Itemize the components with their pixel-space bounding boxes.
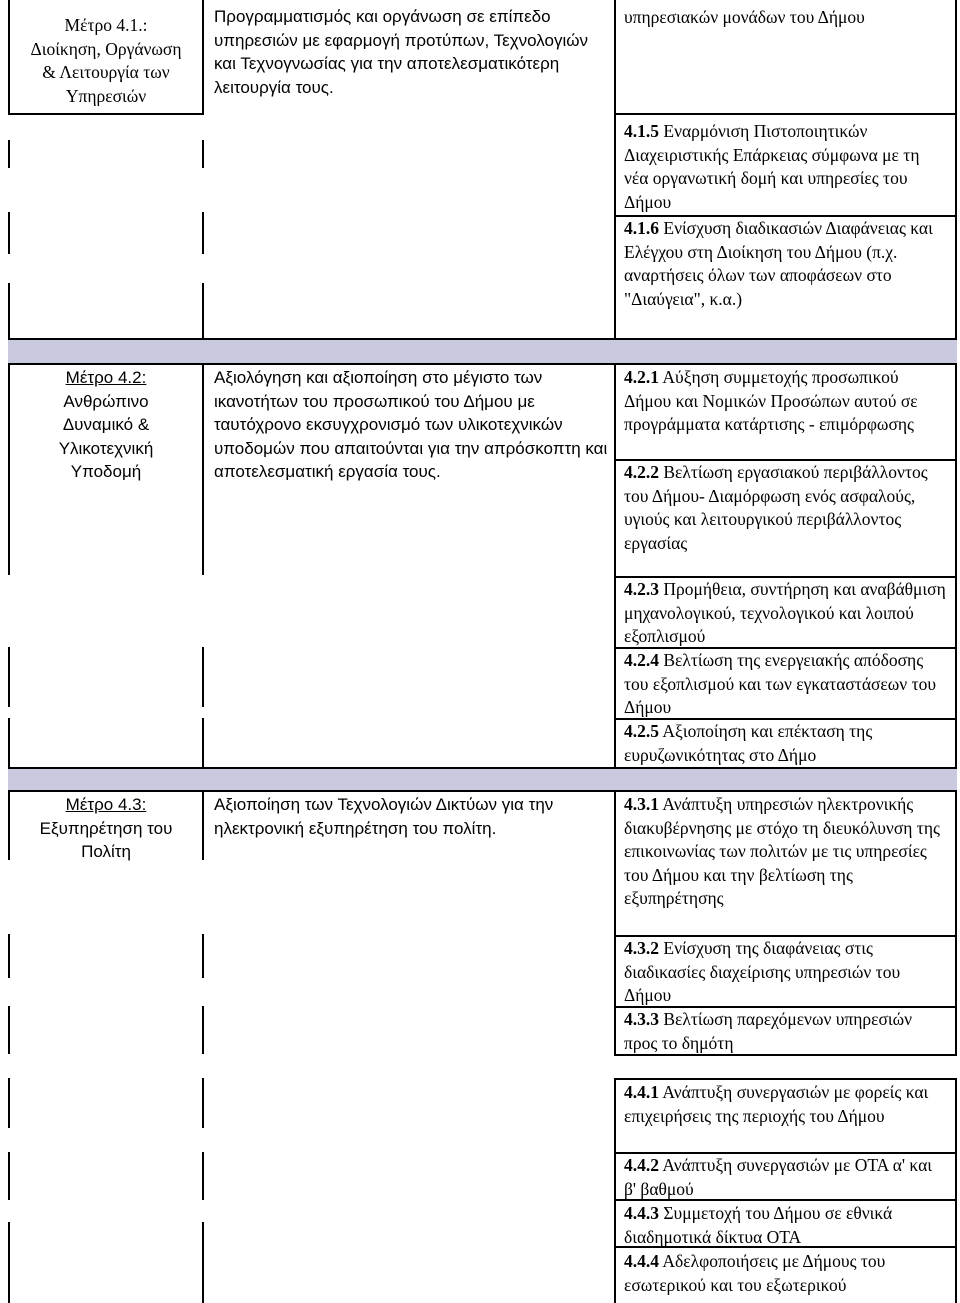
border — [8, 283, 10, 338]
action-continuation: υπηρεσιακών μονάδων του Δήμου — [624, 7, 865, 27]
action-item — [624, 1008, 946, 1055]
border — [8, 0, 10, 115]
border — [202, 140, 204, 168]
action-text: Αύξηση συμμετοχής προσωπικού Δήμου και Νομικών Προσώπων αυτού σε προγράμματα κατάρτισης - επιμόρφωσης — [624, 367, 918, 435]
measure-title — [12, 14, 200, 108]
border — [202, 934, 204, 978]
measure-title — [12, 366, 200, 484]
border — [202, 283, 204, 338]
border — [8, 113, 204, 115]
border — [955, 1078, 957, 1303]
action-text: Βελτίωση της ενεργειακής απόδοσης του εξοπλισμού και των εγκαταστάσεων του Δήμου — [624, 650, 937, 718]
border — [8, 718, 10, 767]
action-code: 4.2.4 — [624, 650, 659, 670]
border — [614, 1078, 957, 1080]
measure-title-line: Ανθρώπινο — [63, 391, 149, 411]
border — [614, 113, 957, 115]
action-code: 4.2.5 — [624, 721, 659, 741]
border — [614, 792, 616, 1054]
action-code: 4.1.6 — [624, 218, 659, 238]
action-code: 4.2.1 — [624, 367, 659, 387]
section-band — [8, 767, 957, 792]
border — [955, 792, 957, 1054]
action-item — [624, 649, 946, 720]
action-item — [624, 1250, 946, 1297]
measure-description: Αξιοποίηση των Τεχνολογιών Δικτύων για την ηλεκτρονική εξυπηρέτηση του πολίτη. — [214, 795, 554, 838]
action-item — [624, 937, 946, 1008]
action-text: Αξιοποίηση και επέκταση της ευρυζωνικότητας στο Δήμο — [624, 721, 873, 765]
measure-title-prefix: Μέτρο 4.2: — [65, 368, 147, 387]
border — [955, 365, 957, 767]
action-text: Εναρμόνιση Πιστοποιητικών Διαχειριστικής Επάρκειας σύμφωνα με τη νέα οργανωτική δομή και υπηρεσίες του Δήμου — [624, 121, 920, 212]
action-item — [624, 720, 946, 767]
measure-title — [12, 793, 200, 864]
action-text: Ενίσχυση της διαφάνειας στις διαδικασίες διαχείρισης υπηρεσιών του Δήμου — [624, 938, 901, 1006]
action-item — [624, 461, 946, 555]
action-item — [624, 366, 946, 437]
measure-description: Προγραμματισμός και οργάνωση σε επίπεδο υπηρεσιών με εφαρμογή προτύπων, Τεχνολογιών και Τεχνογνωσίας για την αποτελεσματικότερη λειτουργία τους. — [214, 7, 589, 97]
action-text: Αδελφοποιήσεις με Δήμους του εσωτερικού και του εξωτερικού — [624, 1251, 886, 1295]
border — [8, 1006, 10, 1054]
border — [202, 1078, 204, 1128]
action-code: 4.3.3 — [624, 1009, 659, 1029]
measure-description: Αξιολόγηση και αξιοποίηση στο μέγιστο των ικανοτήτων του προσωπικού του Δήμου με ταυτόχρονο εκσυγχρονισμό των υλικοτεχνικών υποδομών που απαιτούνται για την απρόσκοπτη και αποτελεσματική εργασία τους. — [214, 368, 608, 482]
action-text: Συμμετοχή του Δήμου σε εθνικά διαδημοτικά δίκτυα ΟΤΑ — [624, 1203, 893, 1247]
action-code: 4.3.1 — [624, 794, 659, 814]
measure-title-line: Πολίτη — [81, 842, 131, 862]
action-text: Ενίσχυση διαδικασιών Διαφάνειας και Ελέγχου στη Διοίκηση του Δήμου (π.χ. αναρτήσεις όλων των αποφάσεων στο "Διαύγεια", κ.α.) — [624, 218, 933, 309]
border — [202, 792, 204, 860]
action-item — [624, 578, 946, 649]
border — [8, 212, 10, 254]
measure-title-line: Υπηρεσιών — [65, 85, 147, 106]
action-code: 4.2.3 — [624, 579, 659, 599]
border — [614, 1078, 616, 1303]
measure-title-prefix: Μέτρο 4.1.: — [64, 15, 148, 35]
border — [8, 647, 10, 707]
border — [8, 934, 10, 978]
action-text: Ανάπτυξη συνεργασιών με ΟΤΑ α' και β' βαθμού — [624, 1155, 932, 1199]
border — [202, 1152, 204, 1200]
border — [8, 1152, 10, 1200]
action-text: Βελτίωση εργασιακού περιβάλλοντος του Δήμου- Διαμόρφωση ενός ασφαλούς, υγιούς και λειτουργικού περιβάλλοντος εργασίας — [624, 462, 928, 553]
border — [202, 365, 204, 575]
border — [955, 0, 957, 338]
action-item — [624, 217, 946, 311]
border — [8, 140, 10, 168]
border — [8, 792, 10, 860]
action-item — [624, 1202, 946, 1249]
section-band — [8, 338, 957, 365]
action-item — [624, 120, 946, 214]
action-item — [624, 793, 946, 911]
measure-title-line: Υλικοτεχνική — [58, 438, 154, 458]
border — [202, 718, 204, 767]
border — [202, 647, 204, 707]
border — [8, 365, 10, 575]
border — [202, 212, 204, 254]
action-code: 4.1.5 — [624, 121, 659, 141]
measure-title-line: Διοίκηση, Οργάνωση — [30, 38, 182, 59]
measure-title-prefix: Μέτρο 4.3: — [65, 795, 147, 814]
action-text: Ανάπτυξη υπηρεσιών ηλεκτρονικής διακυβέρνησης με στόχο τη διευκόλυνση της επικοινωνίας των πολιτών με τις υπηρεσίες του Δήμου και την βελτίωση της εξυπηρέτησης — [624, 794, 940, 909]
action-text: Προμήθεια, συντήρηση και αναβάθμιση μηχανολογικού, τεχνολογικού και λοιπού εξοπλισμού — [624, 579, 946, 647]
border — [202, 1006, 204, 1054]
border — [202, 1222, 204, 1303]
border — [202, 0, 204, 115]
border — [8, 1078, 10, 1128]
border — [614, 365, 616, 767]
action-item — [624, 1154, 946, 1201]
measure-title-line: Εξυπηρέτηση του — [39, 818, 173, 838]
measure-title-line: Υποδομή — [70, 462, 142, 482]
action-code: 4.4.1 — [624, 1082, 659, 1102]
action-text: Βελτίωση παρεχόμενων υπηρεσιών προς το δημότη — [624, 1009, 913, 1053]
action-code: 4.4.2 — [624, 1155, 659, 1175]
measure-title-line: & Λειτουργία των — [42, 62, 170, 82]
border — [614, 0, 616, 115]
action-code: 4.2.2 — [624, 462, 659, 482]
border — [614, 115, 616, 338]
action-text: Ανάπτυξη συνεργασιών με φορείς και επιχειρήσεις της περιοχής του Δήμου — [624, 1082, 929, 1126]
action-item — [624, 1081, 946, 1128]
action-code: 4.4.3 — [624, 1203, 659, 1223]
measure-title-line: Δυναμικό & — [62, 415, 150, 435]
action-code: 4.3.2 — [624, 938, 659, 958]
border — [8, 1222, 10, 1303]
action-code: 4.4.4 — [624, 1251, 659, 1271]
